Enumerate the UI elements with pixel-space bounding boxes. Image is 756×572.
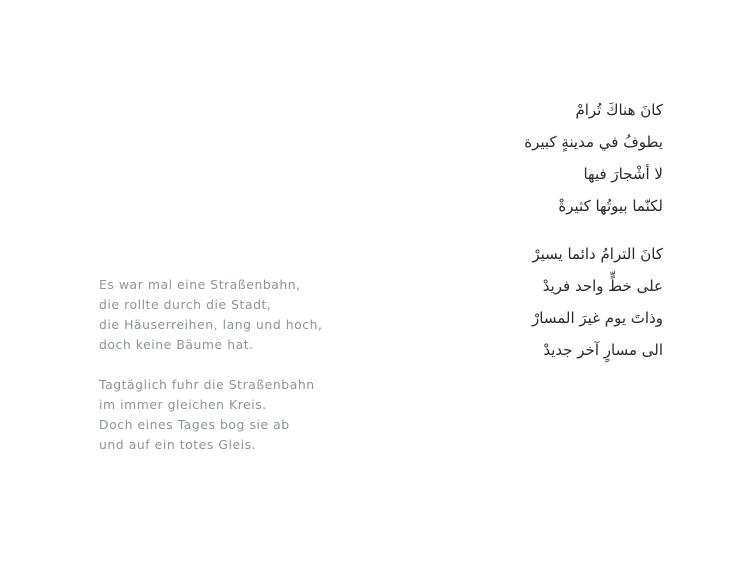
german-stanza-2 — [99, 375, 359, 455]
arabic-line: لا أشْجارَ فيها — [583, 165, 663, 183]
german-poem — [99, 275, 359, 455]
arabic-line: وذاتَ يوم غيرَ المسارْ — [532, 309, 663, 327]
arabic-line: كانَ هناكَ تُرامْ — [575, 101, 663, 119]
german-line: doch keine Bäume hat. — [99, 337, 254, 352]
arabic-line: لكنّما بيوتُها كثيرةْ — [558, 197, 663, 215]
german-line: Tagtäglich fuhr die Straßenbahn — [99, 377, 315, 392]
arabic-line: على خطٍّ واحد فريدْ — [542, 277, 663, 295]
german-line: und auf ein totes Gleis. — [99, 437, 257, 452]
arabic-line: الى مسارٍ آخر جديدْ — [543, 341, 663, 359]
german-line: die Häuserreihen, lang und hoch, — [99, 317, 323, 332]
german-line: Doch eines Tages bog sie ab — [99, 417, 290, 432]
german-line: im immer gleichen Kreis. — [99, 397, 267, 412]
german-stanza-1 — [99, 275, 359, 355]
arabic-line: كانَ الترامُ دائما يسيرْ — [532, 245, 663, 263]
arabic-line: يطوفُ في مدينةٍ كبيرة — [524, 133, 663, 151]
arabic-stanza-2 — [363, 238, 663, 366]
arabic-stanza-1 — [363, 94, 663, 222]
german-line: die rollte durch die Stadt, — [99, 297, 272, 312]
arabic-poem — [363, 94, 663, 366]
german-line: Es war mal eine Straßenbahn, — [99, 277, 301, 292]
